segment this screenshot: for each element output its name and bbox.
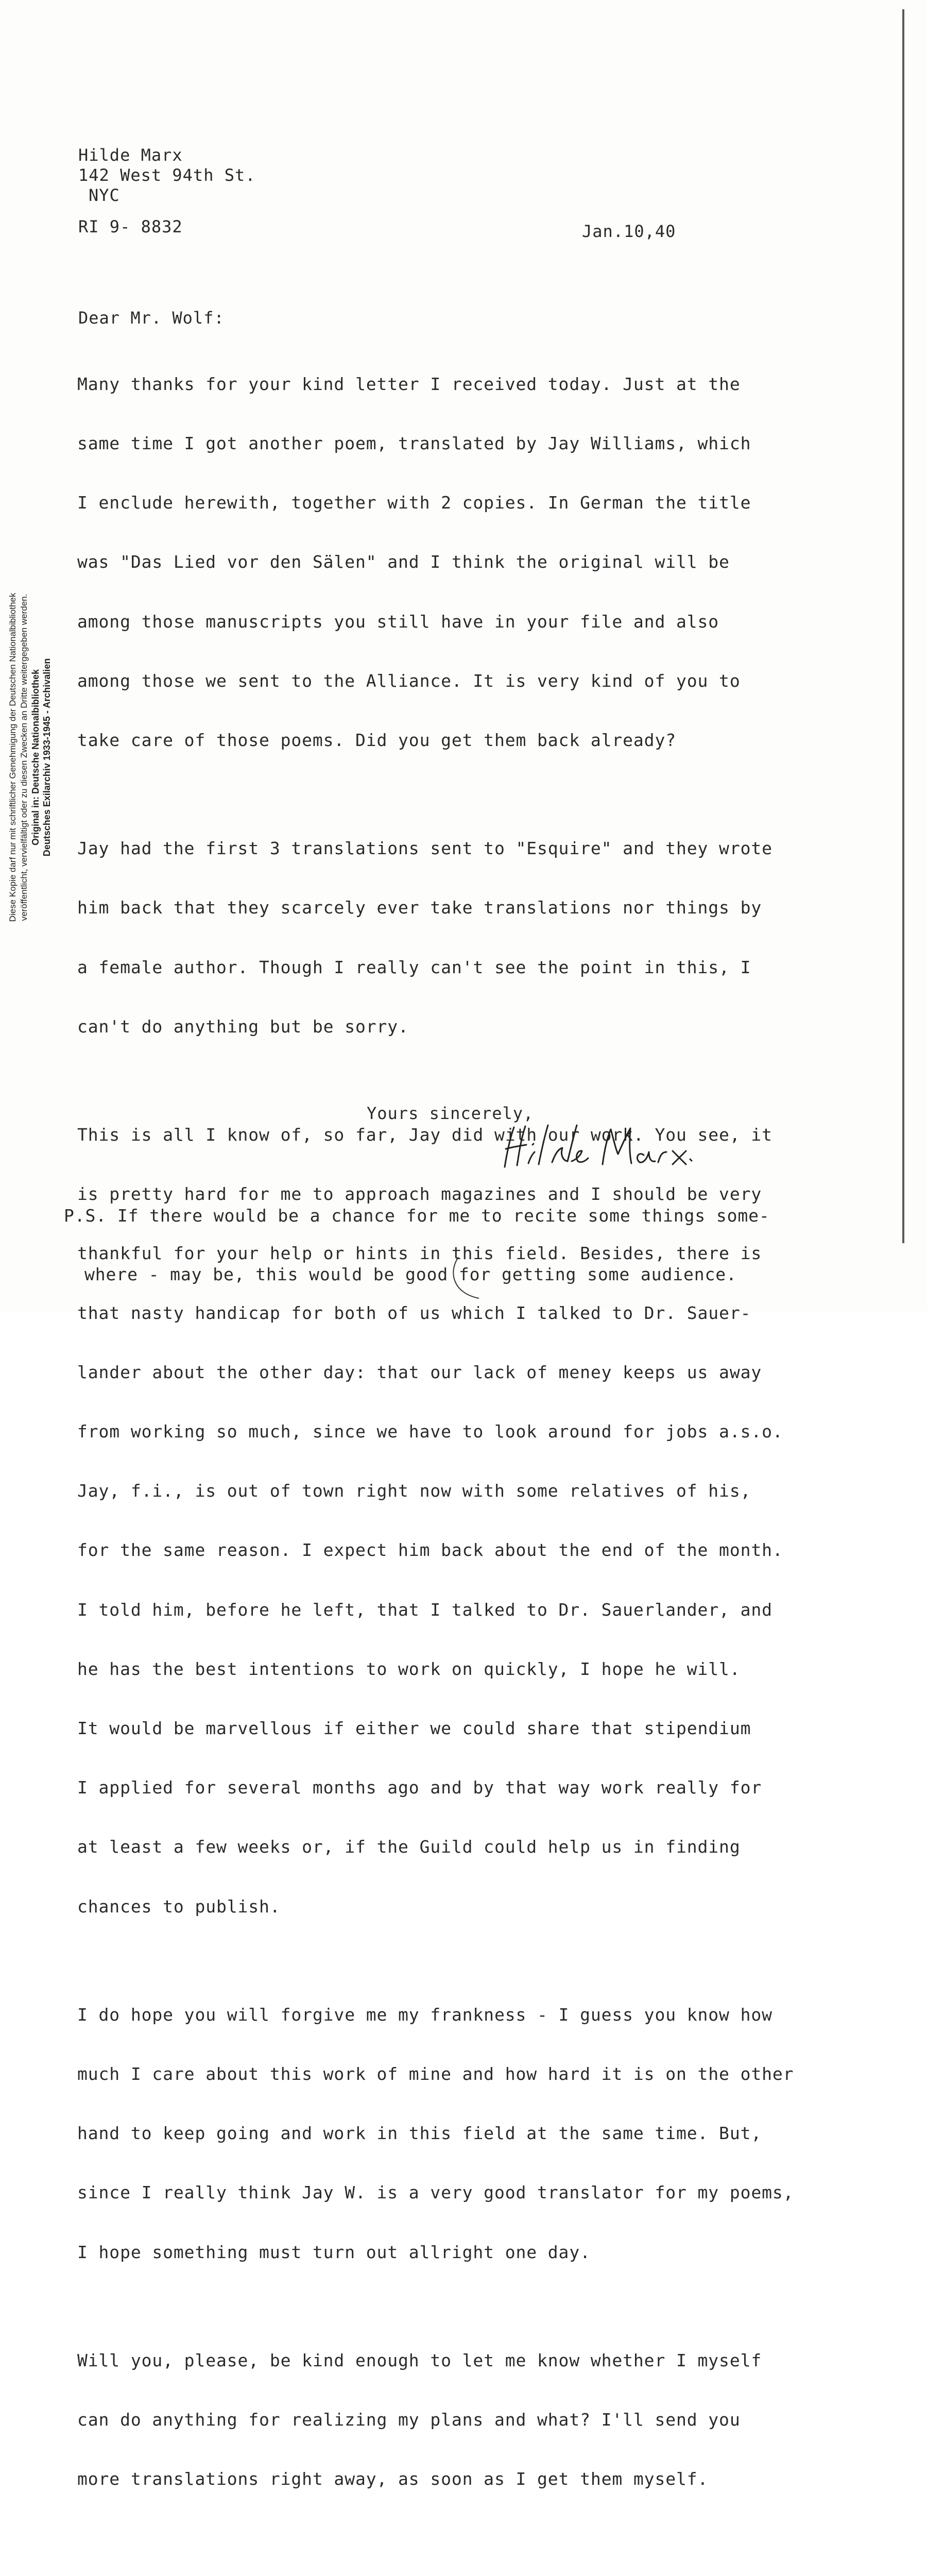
text-line: I applied for several months ago and by that way work really for — [77, 1777, 762, 1798]
text-line: from working so much, since we have to look around for jobs a.s.o. — [77, 1421, 783, 1442]
text-line: a female author. Though I really can't see the point in this, I — [77, 957, 751, 977]
closing: Yours sincerely, — [367, 1104, 534, 1123]
text-line: This is all I know of, so far, Jay did with our work. You see, it — [77, 1124, 772, 1145]
text-line: Will you, please, be kind enough to let me know whether I myself — [77, 2350, 762, 2370]
text-line: can't do anything but be sorry. — [77, 1016, 409, 1037]
letter-body — [77, 335, 881, 2576]
salutation: Dear Mr. Wolf: — [78, 308, 225, 328]
paragraph-6 — [77, 2538, 881, 2576]
text-line: same time I got another poem, translated by Jay Williams, which — [77, 433, 751, 454]
sender-address — [78, 145, 256, 237]
text-line: since I really think Jay W. is a very good translator for my poems, — [77, 2182, 794, 2203]
paragraph-4 — [77, 1965, 881, 2302]
text-line: I hope something must turn out allright one day. — [77, 2242, 591, 2262]
text-line: more translations right away, as soon as I get them myself. — [77, 2469, 709, 2489]
text-line: thankful for your help or hints in this field. Besides, there is — [77, 1243, 762, 1264]
postscript-line-2: where - may be, this would be good for getting some audience. — [84, 1264, 737, 1284]
sender-street: 142 West 94th St. — [78, 165, 256, 185]
text-line: him back that they scarcely ever take translations nor things by — [77, 897, 762, 918]
paragraph-2 — [77, 799, 881, 1076]
archive-note-line-2: veröffentlicht, vervielfältigt oder zu diesen Zwecken an Dritte weitergegeben werden. — [19, 594, 29, 921]
paragraph-1 — [77, 335, 881, 790]
page-edge-rule — [902, 9, 904, 1243]
text-line: Many thanks for your kind letter I received today. Just at the — [77, 374, 741, 394]
text-line: It would be marvellous if either we could share that stipendium — [77, 1718, 751, 1739]
text-line: much I care about this work of mine and how hard it is on the other — [77, 2063, 794, 2084]
archive-copyright-note — [7, 448, 53, 1066]
sender-phone: RI 9- 8832 — [78, 217, 183, 236]
text-line: among those we sent to the Alliance. It is very kind of you to — [77, 670, 741, 691]
text-line: chances to publish. — [77, 1896, 281, 1917]
text-line: Jay, f.i., is out of town right now with some relatives of his, — [77, 1481, 751, 1501]
pencil-mark — [448, 1252, 510, 1303]
handwritten-signature — [494, 1118, 711, 1175]
text-line: was "Das Lied vor den Sälen" and I think the original will be — [77, 552, 730, 572]
sender-name: Hilde Marx — [78, 145, 183, 165]
text-line: I told him, before he left, that I talked to Dr. Sauerlander, and — [77, 1599, 772, 1620]
text-line: I enclude herewith, together with 2 copies. In German the title — [77, 493, 751, 513]
sender-city: NYC — [89, 185, 120, 205]
archive-note-line-3: Original in: Deutsche Nationalbibliothek — [30, 669, 41, 846]
paragraph-5 — [77, 2311, 881, 2529]
text-line: he has the best intentions to work on quickly, I hope he will. — [77, 1658, 741, 1679]
postscript — [64, 1167, 770, 1324]
text-line: Jay had the first 3 translations sent to "Esquire" and they wrote — [77, 838, 772, 859]
text-line: hand to keep going and work in this field at the same time. But, — [77, 2123, 762, 2144]
text-line: lander about the other day: that our lack of meney keeps us away — [77, 1362, 762, 1382]
text-line: is pretty hard for me to approach magazines and I should be very — [77, 1184, 762, 1205]
text-line: among those manuscripts you still have in your file and also — [77, 611, 719, 632]
postscript-line-1: P.S. If there would be a chance for me to recite some things some- — [64, 1206, 770, 1226]
text-line: can do anything for realizing my plans and what? I'll send you — [77, 2409, 741, 2430]
text-line: at least a few weeks or, if the Guild could help us in finding — [77, 1837, 741, 1857]
archive-note-line-1: Diese Kopie darf nur mit schriftlicher Genehmigung der Deutschen Nationalbibliothek — [8, 592, 18, 922]
text-line: that nasty handicap for both of us which I talked to Dr. Sauer- — [77, 1302, 751, 1323]
text-line: I do hope you will forgive me my frankness - I guess you know how — [77, 2004, 772, 2025]
text-line: take care of those poems. Did you get them back already? — [77, 730, 676, 751]
letter-date: Jan.10,40 — [582, 222, 676, 241]
archive-note-line-4: Deutsches Exilarchiv 1933-1945 - Archivalien — [42, 658, 52, 857]
text-line: for the same reason. I expect him back about the end of the month. — [77, 1540, 783, 1561]
